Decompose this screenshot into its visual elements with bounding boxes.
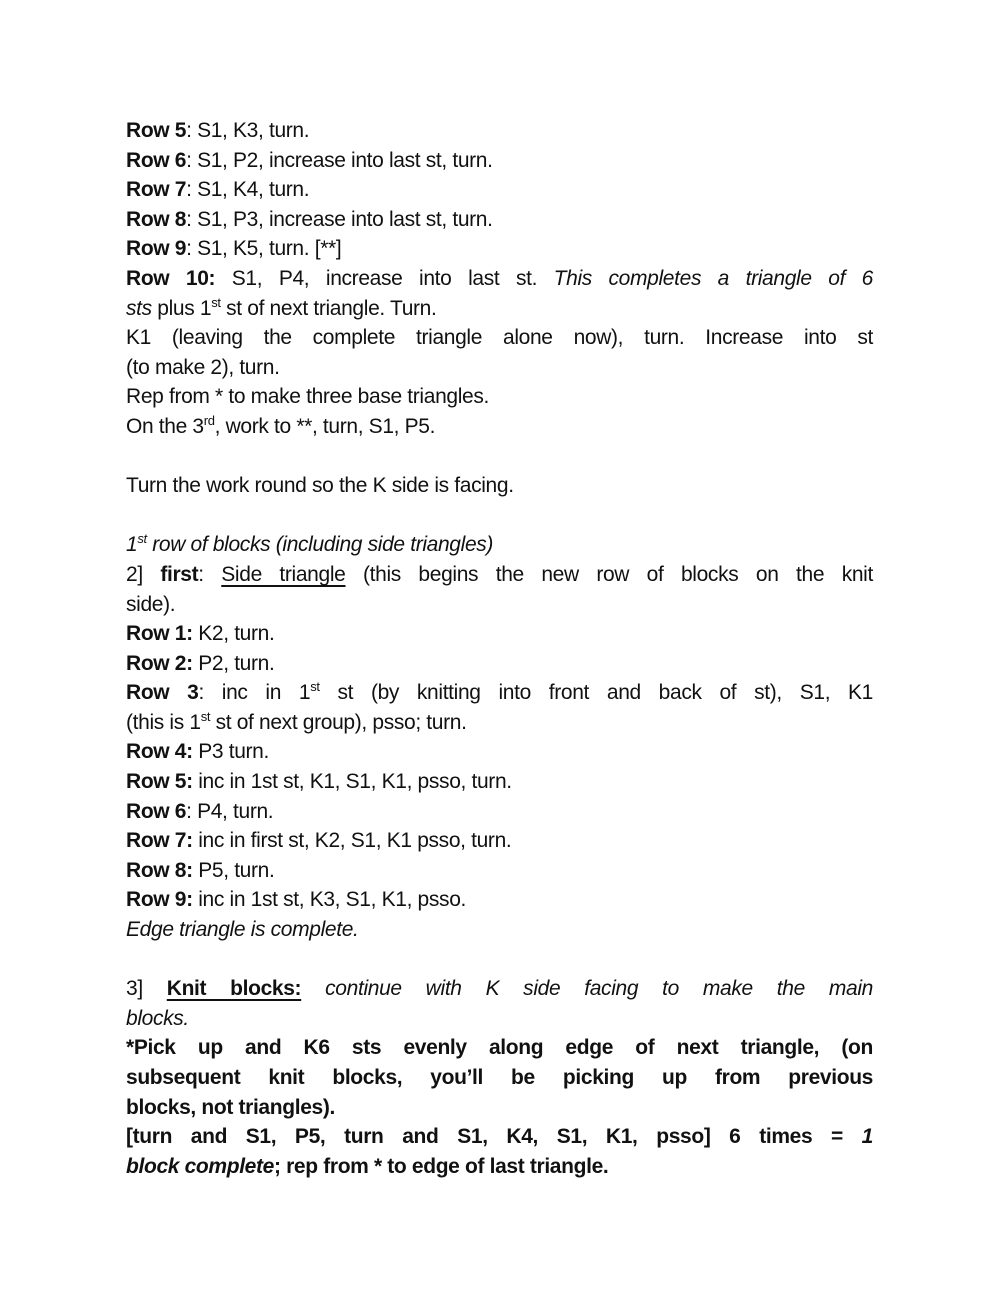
row-label: Row 6 <box>126 799 187 823</box>
note: blocks. <box>126 1006 189 1030</box>
spacer <box>126 501 873 531</box>
row-text: : S1, P3, increase into last st, turn. <box>186 207 493 231</box>
row-label: Row 1: <box>126 622 193 646</box>
text: [turn and S1, P5, turn and S1, K4, S1, K1, psso] 6 times = <box>126 1125 862 1149</box>
step-number: 2] <box>126 562 161 586</box>
turn-work-instruction: Turn the work round so the K side is facing. <box>126 474 514 498</box>
knit-blocks-heading-line-2 <box>126 1004 873 1034</box>
side-row-4 <box>126 737 873 767</box>
note: continue with K side facing to make the main <box>301 977 873 1001</box>
row-note: sts <box>126 296 152 320</box>
text: ; rep from * to edge of last triangle. <box>273 1154 609 1178</box>
side-row-3-line-1 <box>126 678 873 708</box>
note: 1 <box>861 1125 873 1149</box>
row-text: K2, turn. <box>192 622 275 646</box>
row-label: Row 10: <box>126 266 216 290</box>
superscript: st <box>137 531 147 547</box>
side-row-5 <box>126 767 873 797</box>
row-text: : S1, K4, turn. <box>186 178 310 202</box>
base-row-9 <box>126 234 873 264</box>
base-row-10-line-1 <box>126 264 873 294</box>
row-label: Row 4: <box>126 740 193 764</box>
row-text: st (by knitting into front and back of st), S1, K1 <box>319 681 873 705</box>
superscript: st <box>211 294 221 310</box>
base-row-6 <box>126 146 873 176</box>
base-row-7 <box>126 175 873 205</box>
base-row-8 <box>126 205 873 235</box>
row-text: inc in 1st st, K3, S1, K1, psso. <box>192 888 467 912</box>
underlined-title: Side triangle <box>221 562 346 586</box>
row-text: : inc in 1 <box>198 681 311 705</box>
superscript: st <box>310 679 320 695</box>
text: : <box>198 562 222 586</box>
pick-up-line-1: *Pick up and K6 sts evenly along edge of next triangle, (on <box>126 1036 873 1060</box>
row-label: Row 7: <box>126 829 193 853</box>
row-text: : P4, turn. <box>186 799 274 823</box>
row-label: Row 6 <box>126 148 187 172</box>
row-text: : S1, P2, increase into last st, turn. <box>186 148 493 172</box>
row-text: st of next triangle. Turn. <box>220 296 437 320</box>
knitting-pattern-page <box>126 116 873 1181</box>
side-row-8 <box>126 856 873 886</box>
side-row-6 <box>126 797 873 827</box>
row-text: P3 turn. <box>192 740 269 764</box>
pick-up-line-2: subsequent knit blocks, you’ll be picking up from previous <box>126 1066 873 1089</box>
row-label: Row 3 <box>126 681 199 705</box>
row-text: P5, turn. <box>192 858 275 882</box>
row-label: Row 5 <box>126 119 187 142</box>
pick-up-line-3: blocks, not triangles). <box>126 1095 335 1119</box>
row-text: : S1, K3, turn. <box>186 119 310 142</box>
side-row-3-line-2 <box>126 708 873 738</box>
row-text: plus 1 <box>151 296 212 320</box>
side-triangle-heading-line-2: side). <box>126 592 176 616</box>
side-row-9 <box>126 885 873 915</box>
row-label: Row 8 <box>126 207 187 231</box>
text: On the 3 <box>126 414 204 438</box>
row-label: Row 7 <box>126 178 187 202</box>
base-row-10-line-2 <box>126 294 873 324</box>
note: Edge triangle is complete. <box>126 918 359 942</box>
text: 1 <box>126 533 138 557</box>
spacer <box>126 945 873 975</box>
note: block complete <box>126 1154 274 1178</box>
side-row-1 <box>126 619 873 649</box>
row-text: : S1, K5, turn. [**] <box>186 237 342 261</box>
text: (this begins the new row of blocks on the knit <box>345 562 873 586</box>
row-label: Row 2: <box>126 651 193 675</box>
k1-instruction-line-2: (to make 2), turn. <box>126 355 280 379</box>
side-row-7 <box>126 826 873 856</box>
third-triangle-instruction <box>126 412 873 442</box>
knit-blocks-heading-line-1 <box>126 974 873 1004</box>
row-text: inc in first st, K2, S1, K1 psso, turn. <box>192 829 512 853</box>
row-label: Row 9 <box>126 237 187 261</box>
repeat-line-1 <box>126 1122 873 1152</box>
repeat-line-2 <box>126 1152 873 1182</box>
row-label: Row 8: <box>126 858 193 882</box>
k1-instruction-line-1: K1 (leaving the complete triangle alone now), turn. Increase into st <box>126 326 873 350</box>
row-label: Row 5: <box>126 770 193 794</box>
side-row-2 <box>126 649 873 679</box>
text: , work to **, turn, S1, P5. <box>214 414 436 438</box>
superscript: rd <box>203 412 215 428</box>
row-text: st of next group), psso; turn. <box>210 710 467 734</box>
superscript: st <box>200 708 211 724</box>
section-heading <box>126 530 873 560</box>
base-row-5 <box>126 116 873 146</box>
underlined-title: Knit blocks: <box>166 977 302 1001</box>
side-triangle-heading-line-1 <box>126 560 873 590</box>
step-label: first <box>160 562 199 586</box>
repeat-instruction: Rep from * to make three base triangles. <box>126 385 490 409</box>
row-note: This completes a triangle of 6 <box>553 266 873 290</box>
row-text: S1, P4, increase into last st. <box>215 266 554 290</box>
row-text: P2, turn. <box>192 651 275 675</box>
edge-triangle-complete-note <box>126 915 873 945</box>
text: row of blocks (including side triangles) <box>146 533 494 557</box>
spacer <box>126 442 873 472</box>
row-text: (this is 1 <box>126 710 201 734</box>
row-label: Row 9: <box>126 888 193 912</box>
row-text: inc in 1st st, K1, S1, K1, psso, turn. <box>192 770 512 794</box>
step-number: 3] <box>126 977 167 1001</box>
